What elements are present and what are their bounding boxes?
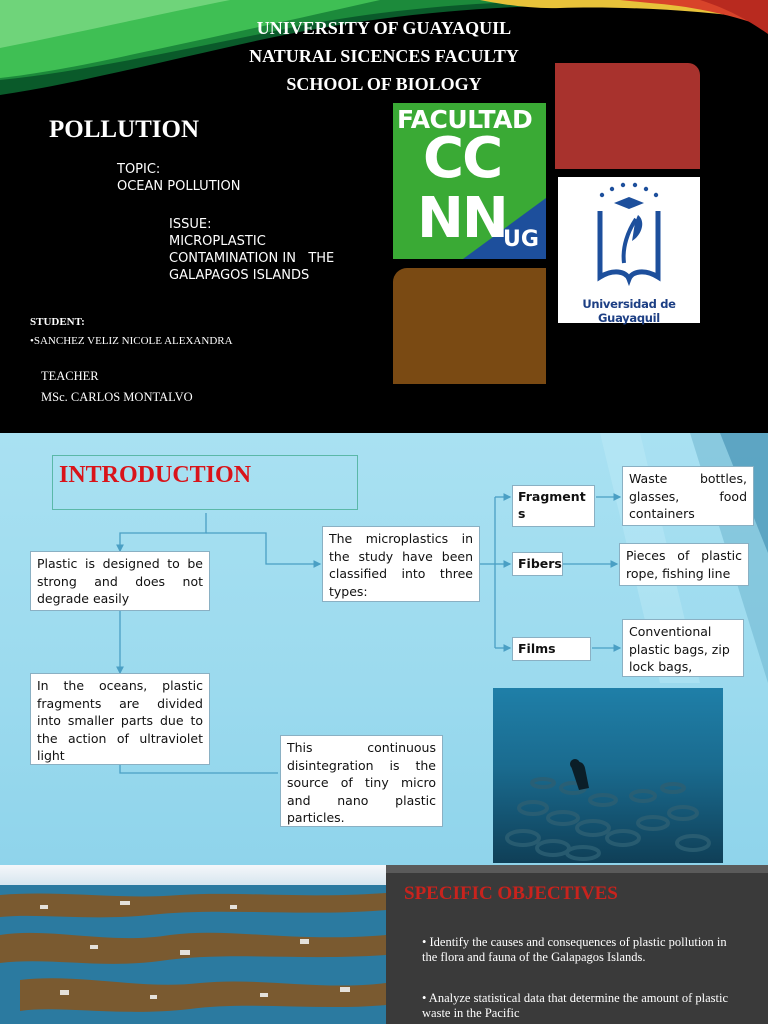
student-label: STUDENT: [30, 316, 85, 328]
ocean-fragmentation-box: In the oceans, plastic fragments are divided into smaller parts due to the action of ultraviolet light [30, 673, 210, 765]
fibers-description: Pieces of plastic rope, fishing line [619, 543, 749, 586]
classification-box: The microplastics in the study have been classified into three types: [322, 526, 480, 602]
university-name: UNIVERSITY OF GUAYAQUIL [256, 18, 512, 38]
title-slide [0, 0, 768, 433]
faculty-logo [393, 103, 546, 259]
floating-debris-image [0, 865, 386, 1024]
type-fibers-label: Fibers [512, 552, 563, 576]
introduction-heading: INTRODUCTION [59, 462, 252, 488]
underwater-tire-reef-photo [493, 688, 723, 863]
introduction-slide [0, 433, 768, 865]
issue-block [169, 216, 334, 284]
plastic-durability-box: Plastic is designed to be strong and does not degrade easily [30, 551, 210, 611]
films-description: Conventional plastic bags, zip lock bags, [622, 619, 744, 677]
teacher-name: MSc. CARLOS MONTALVO [41, 390, 193, 404]
issue-line-3: GALAPAGOS ISLANDS [169, 268, 310, 283]
issue-line-1: MICROPLASTIC [169, 234, 266, 249]
faculty-logo-line-2: CC [423, 126, 502, 191]
objectives-heading: SPECIFIC OBJECTIVES [404, 883, 618, 904]
objective-2: • Analyze statistical data that determine the amount of plastic waste in the Pacific [422, 991, 729, 1020]
plastic-debris-ocean-photo [0, 865, 386, 1024]
topic-label: TOPIC: [117, 162, 161, 177]
disintegration-box: This continuous disintegration is the source of tiny micro and nano plastic particles. [280, 735, 443, 827]
faculty-logo-line-3: NN [417, 186, 507, 251]
brown-decorative-block [393, 268, 546, 384]
university-logo [558, 177, 700, 323]
specific-objectives-slide [386, 865, 768, 1024]
issue-label: ISSUE: [169, 217, 212, 232]
slide-title: POLLUTION [49, 116, 200, 143]
teacher-label: TEACHER [41, 369, 99, 383]
fragments-description: Waste bottles, glasses, food containers [622, 466, 754, 526]
topic-block [117, 161, 240, 195]
red-decorative-block [555, 63, 700, 169]
student-name: •SANCHEZ VELIZ NICOLE ALEXANDRA [30, 335, 233, 347]
issue-line-2: CONTAMINATION IN THE [169, 251, 335, 266]
type-fragments-label: Fragment s [512, 485, 595, 527]
faculty-name: NATURAL SICENCES FACULTY [249, 46, 519, 66]
topic-value: OCEAN POLLUTION [117, 179, 241, 194]
school-name: SCHOOL OF BIOLOGY [286, 74, 482, 94]
faculty-logo-line-1: FACULTAD [397, 105, 533, 134]
university-crest-icon [588, 181, 670, 287]
university-logo-text: Universidad de Guayaquil [582, 297, 676, 325]
type-films-label: Films [512, 637, 591, 661]
objectives-top-band [386, 865, 768, 873]
faculty-logo-tag: UG [503, 227, 539, 252]
objective-1: • Identify the causes and consequences of plastic pollution in the flora and fauna of the Galapagos Islands. [422, 935, 727, 964]
